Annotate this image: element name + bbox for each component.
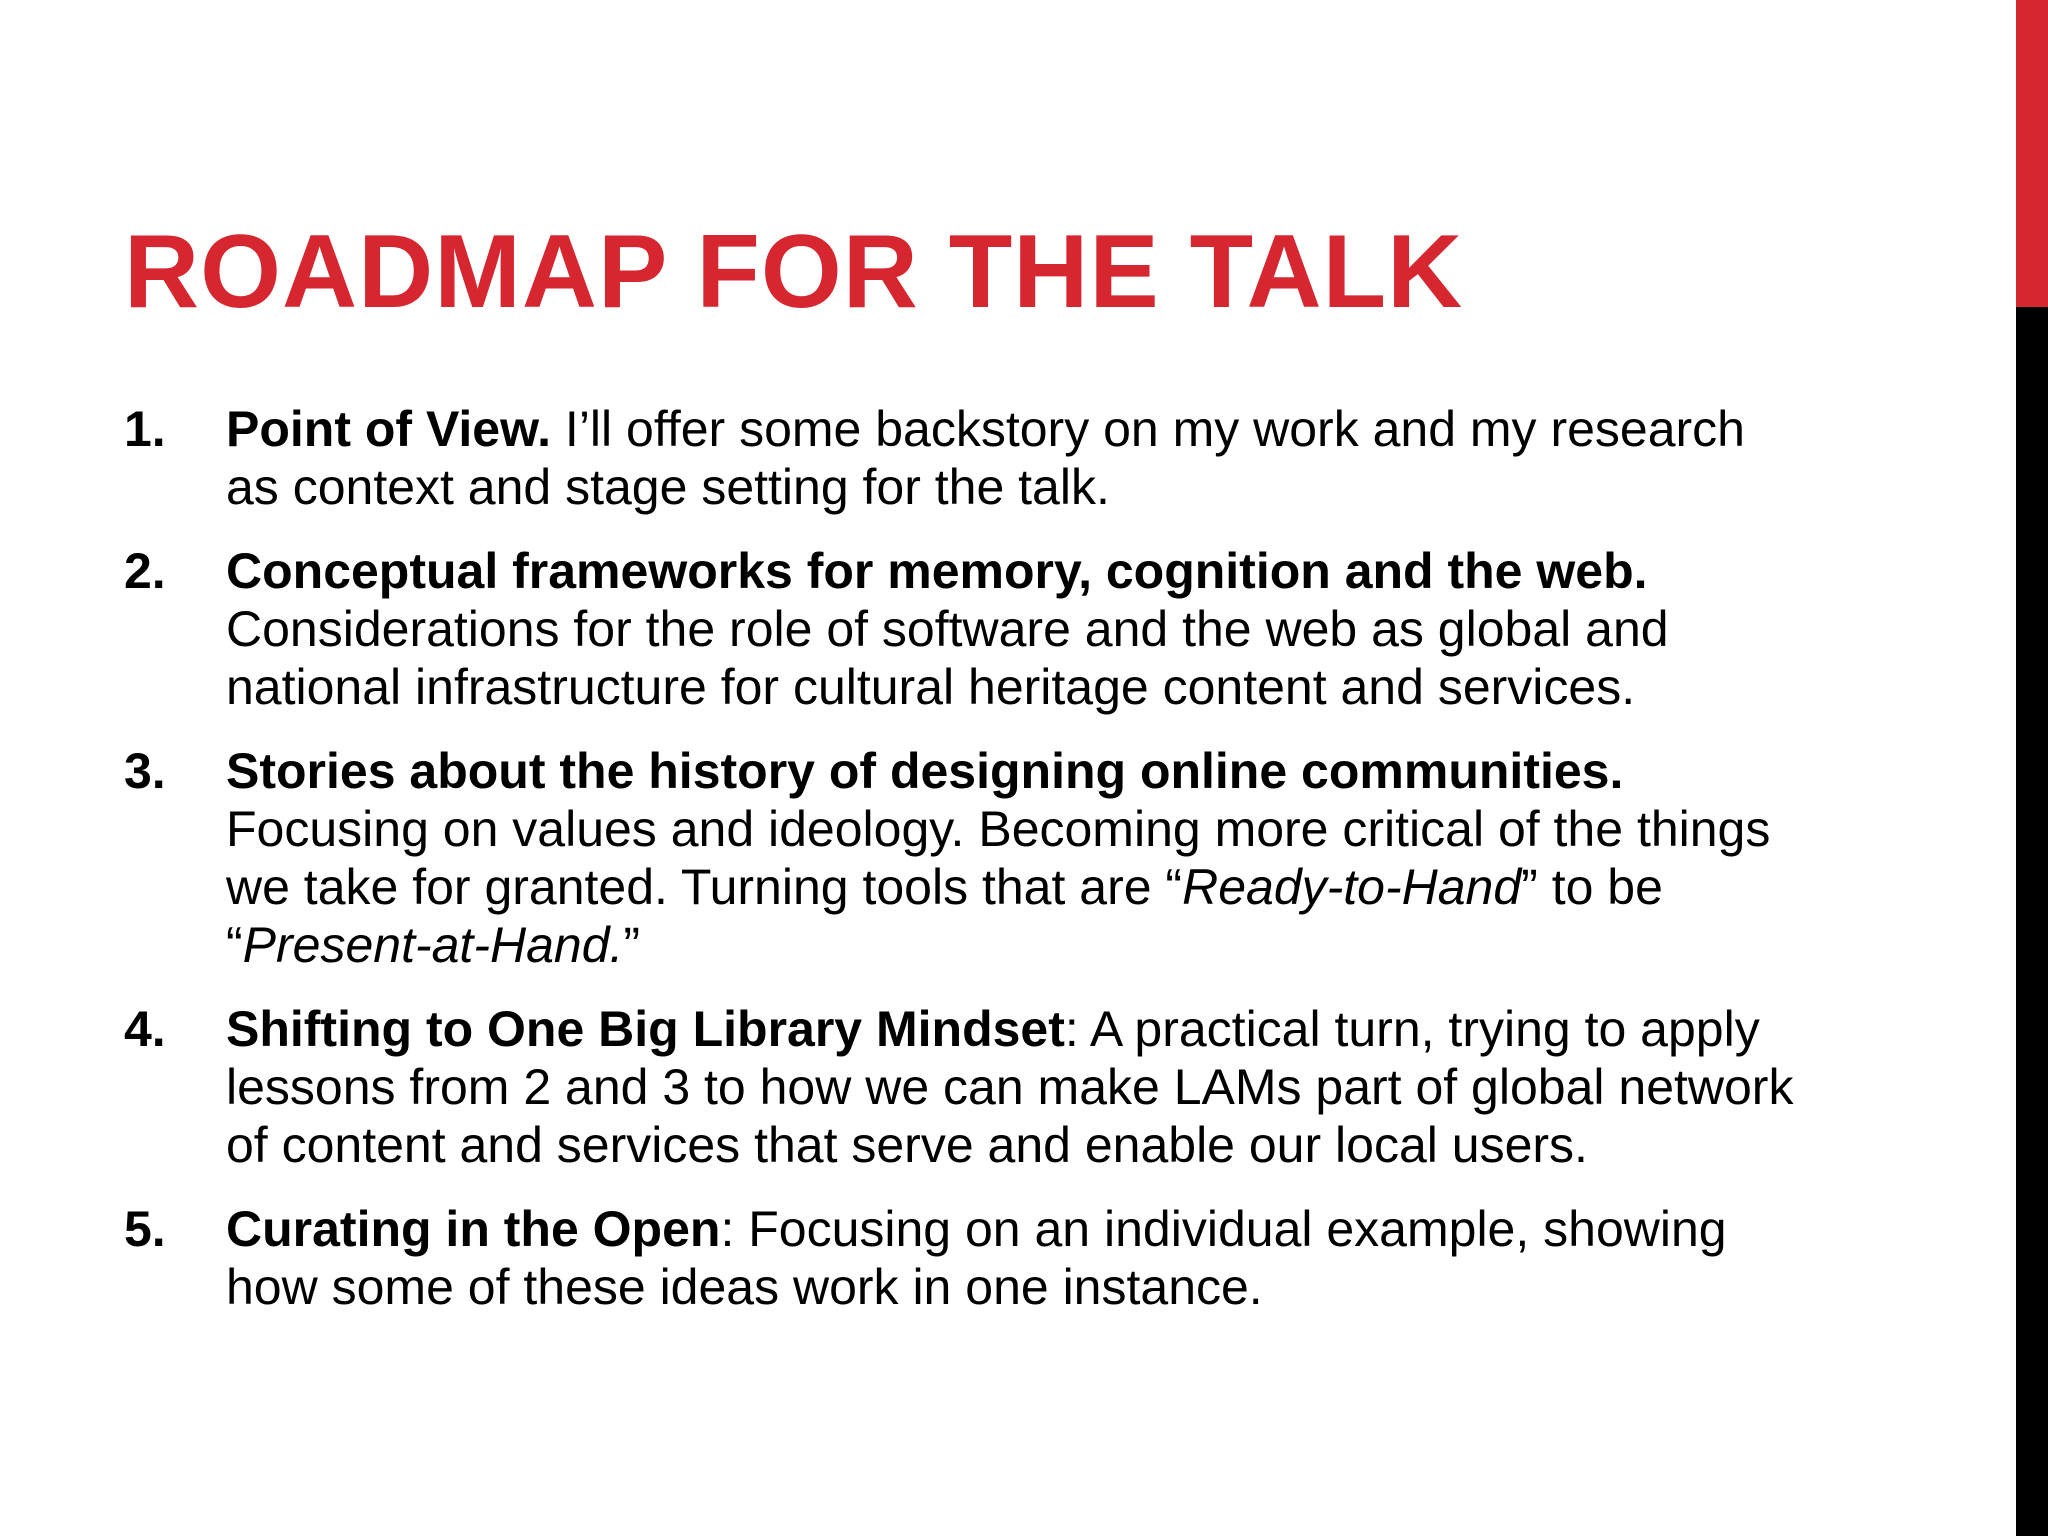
item-body: Focusing on values and ideology. Becoming more critical of the things we take for granted. Turning tools that are “ — [226, 801, 1771, 915]
item-heading: Curating in the Open — [226, 1201, 721, 1257]
item-number: 4. — [124, 1001, 166, 1057]
item-body: : A practical turn, trying to apply lessons from 2 and 3 to how we can make LAMs part of global network of content and services that serve and enable our local users. — [226, 1001, 1794, 1173]
item-heading: Stories about the history of designing online communities. — [226, 743, 1624, 799]
agenda-item-one-big-library — [124, 1000, 1804, 1174]
item-body: Considerations for the role of software and the web as global and national infrastructure for cultural heritage content and services. — [226, 601, 1669, 715]
accent-bar-red — [2016, 0, 2048, 307]
item-number: 5. — [124, 1201, 166, 1257]
agenda-item-conceptual-frameworks — [124, 542, 1804, 716]
item-number: 2. — [124, 543, 166, 599]
item-body: I’ll offer some backstory on my work and my research as context and stage setting for the talk. — [226, 401, 1745, 515]
item-italic-term: Ready-to-Hand — [1182, 859, 1522, 915]
item-number: 1. — [124, 401, 166, 457]
accent-bar-black — [2016, 307, 2048, 1536]
agenda-list — [124, 400, 1804, 1342]
agenda-item-point-of-view — [124, 400, 1804, 516]
item-body: ” — [623, 917, 641, 973]
item-number: 3. — [124, 743, 166, 799]
item-body: : Focusing on an individual example, showing how some of these ideas work in one instance. — [226, 1201, 1727, 1315]
item-heading: Conceptual frameworks for memory, cognition and the web. — [226, 543, 1648, 599]
item-italic-term: Present-at-Hand. — [242, 917, 624, 973]
item-heading: Shifting to One Big Library Mindset — [226, 1001, 1065, 1057]
item-heading: Point of View. — [226, 401, 552, 457]
item-body: ” to be “ — [226, 859, 1663, 973]
agenda-item-curating-in-the-open — [124, 1200, 1804, 1316]
slide-title: ROADMAP FOR THE TALK — [124, 214, 1464, 330]
agenda-item-online-communities — [124, 742, 1804, 974]
